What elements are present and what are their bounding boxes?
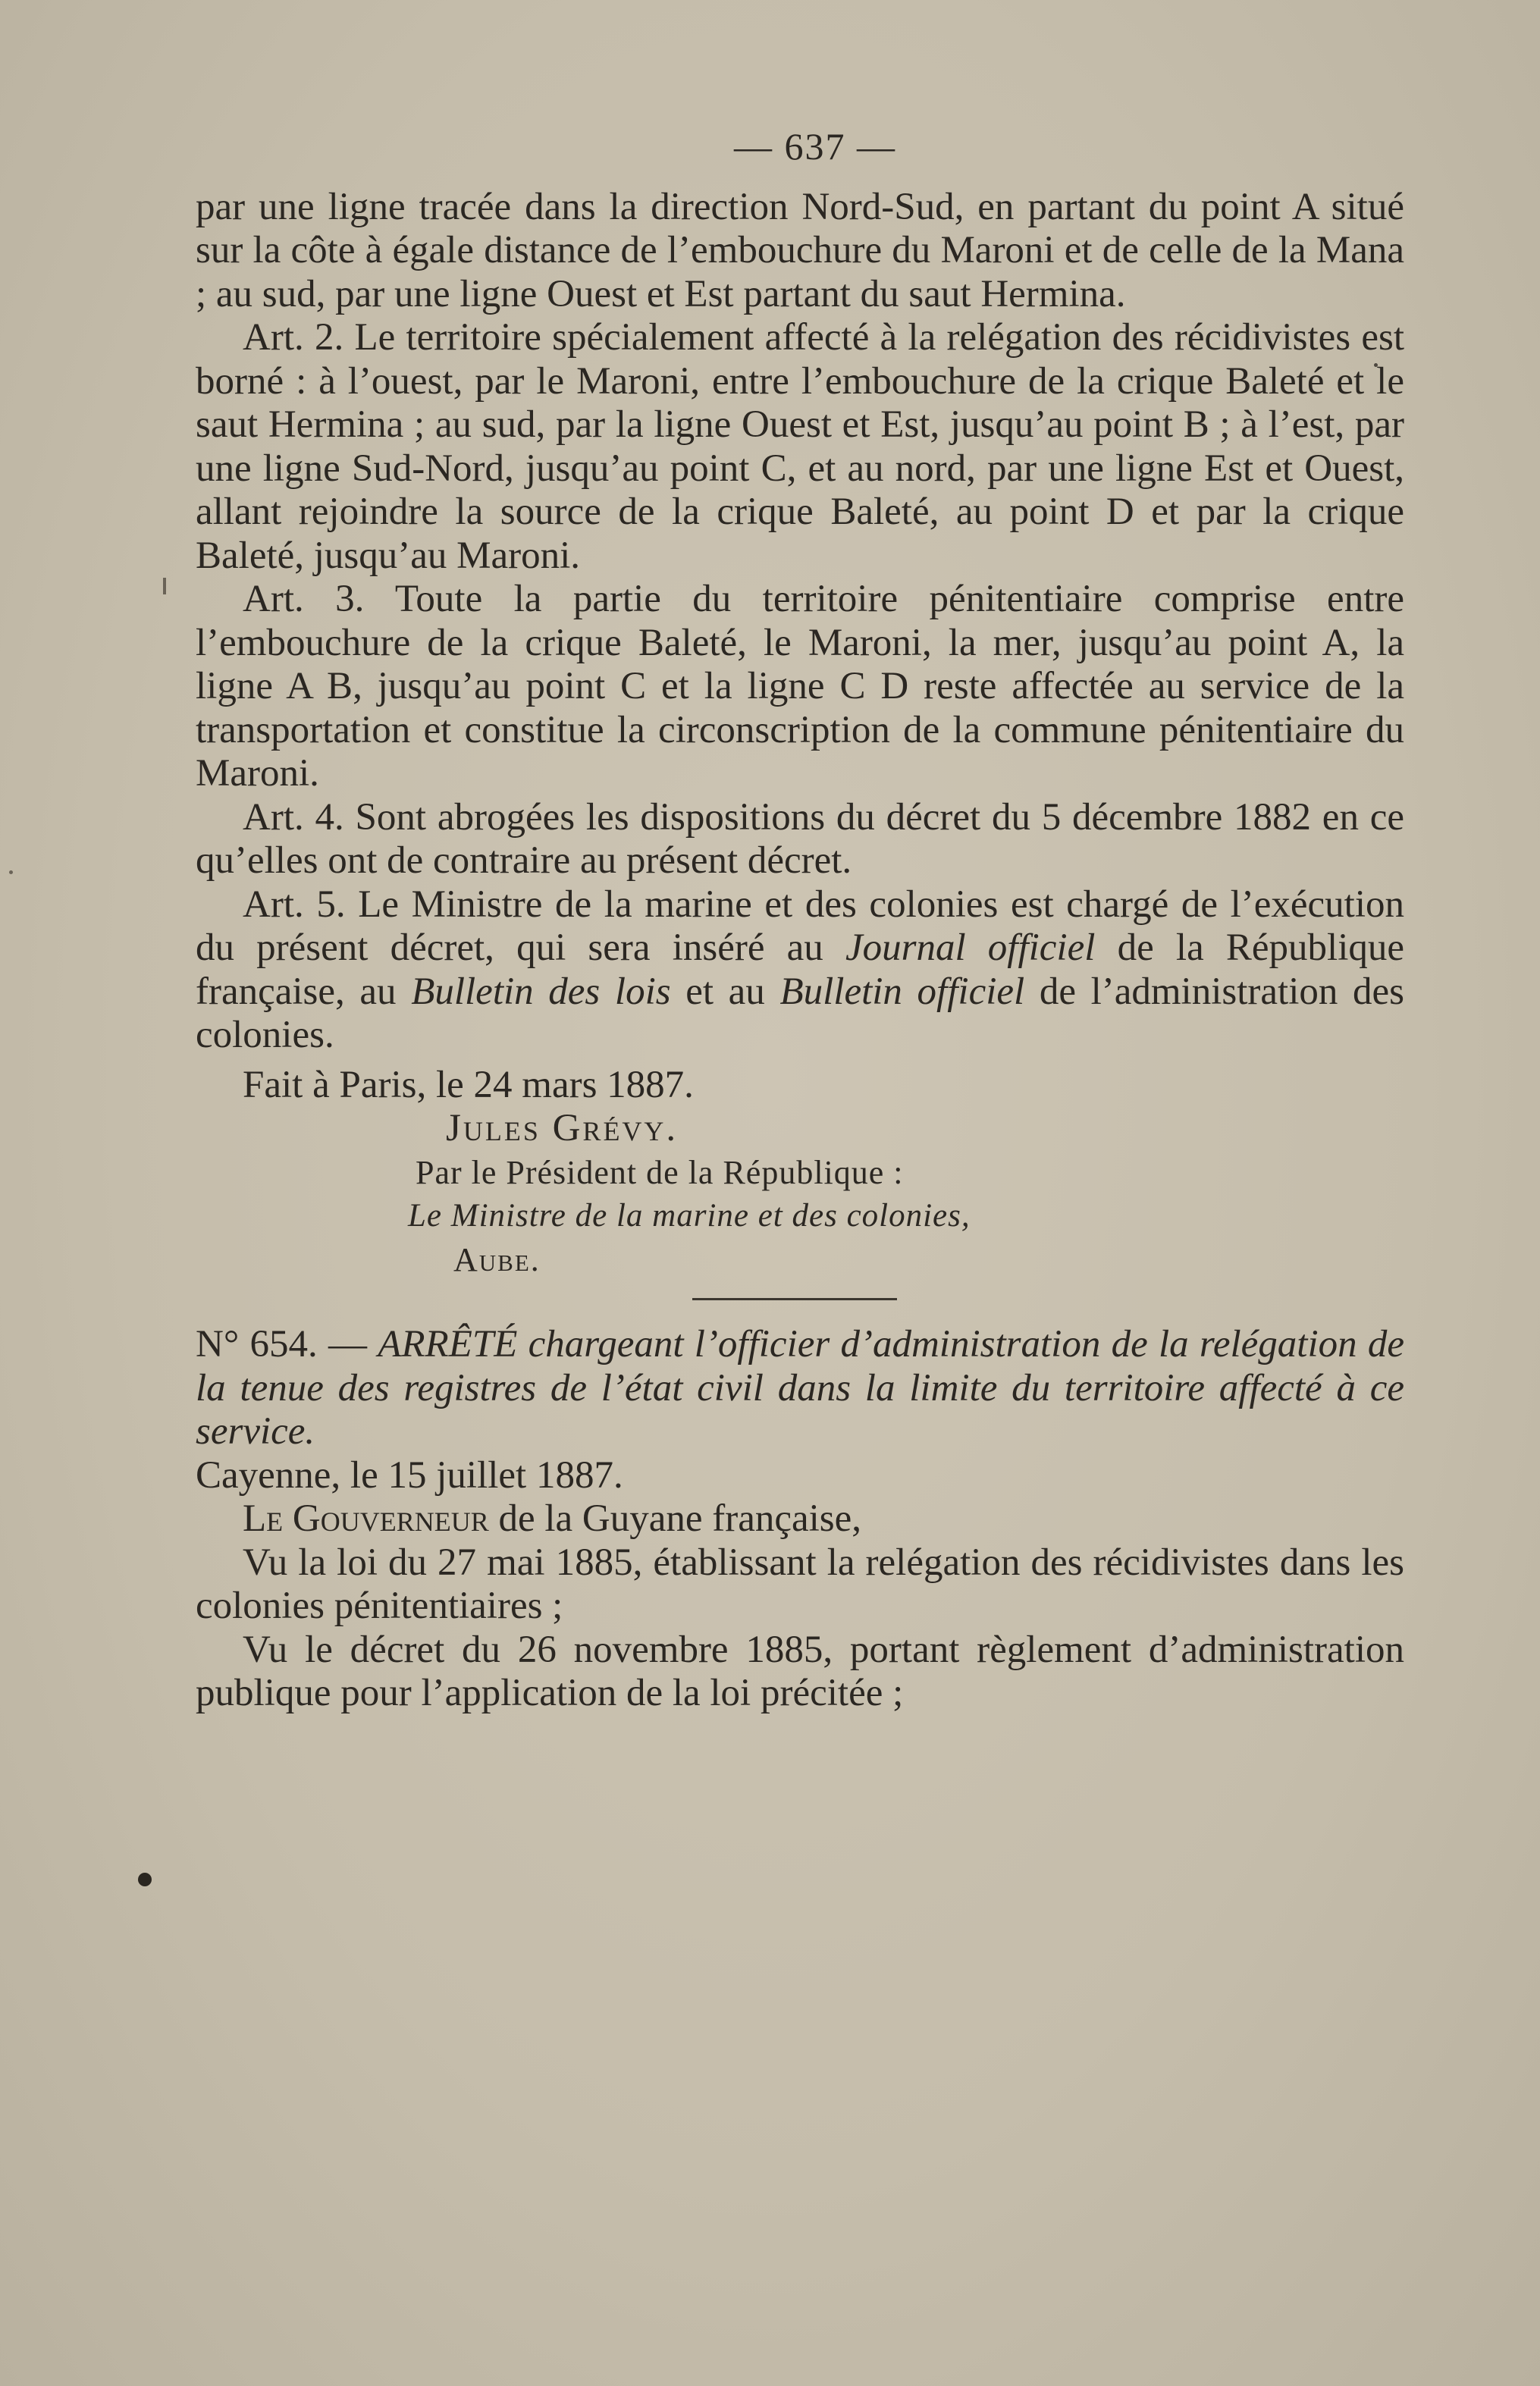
article-5-text-start: Art. 5. Le Ministre de la marine et des colonies est chargé de l’exécution du présent décret, qui sera inséré au <box>196 883 1404 969</box>
arrete-issuer <box>196 1497 1404 1541</box>
minister-title: Le Ministre de la marine et des colonies, <box>408 1198 971 1234</box>
article-4: Art. 4. Sont abrogées les dispositions du décret du 5 décembre 1882 en ce qu’elles ont de contraire au présent décret. <box>196 795 1404 882</box>
arrete-heading <box>196 1323 1404 1454</box>
article-5-text-mid: de la République française, au <box>196 926 1405 1013</box>
journal-officiel-title: Journal officiel <box>845 926 1096 969</box>
arrete-title-text: chargeant l’officier d’administration de la relégation de la tenue des registres de l’état civil dans la limite du territoire affecté à ce service. <box>196 1323 1404 1453</box>
minister-name: Aube. <box>453 1240 541 1278</box>
issuer-title: Le Gouverneur <box>243 1497 489 1540</box>
paragraph-continuation: par une ligne tracée dans la direction Nord-Sud, en partant du point A situé sur la côte à égale distance de l’embouchure du Maroni et de celle de la Mana ; au sud, par une ligne Ouest et Est partant du saut Hermina. <box>196 185 1404 315</box>
arrete-label: ARRÊTÉ <box>378 1323 518 1365</box>
signing-place-date: Fait à Paris, le 24 mars 1887. <box>243 1063 694 1106</box>
article-5 <box>196 883 1404 1058</box>
arrete-place-date: Cayenne, le 15 juillet 1887. <box>196 1453 623 1497</box>
article-2: Art. 2. Le territoire spécialement affecté à la relégation des récidivistes est borné : à l’ouest, par le Maroni, entre l’embouchure de la crique Baleté et le saut Hermina ; au sud, par la ligne Ouest et Est, jusqu’au point B ; à l’est, par une ligne Sud-Nord, jusqu’au point C, et au nord, par une ligne Est et Ouest, allant rejoindre la source de la crique Baleté, au point D et par la crique Baleté, jusqu’au Maroni. <box>196 316 1404 577</box>
bulletin-officiel-title: Bulletin officiel <box>779 970 1025 1013</box>
margin-bullet-mark <box>138 1873 152 1886</box>
issuer-territory: de la Guyane française, <box>488 1497 862 1540</box>
signatory-role: Par le Président de la République : <box>416 1153 904 1191</box>
document-body <box>196 125 1404 1716</box>
considerant-1: Vu la loi du 27 mai 1885, établissant la relégation des récidivistes dans les colonies pénitentiaires ; <box>196 1541 1404 1627</box>
page-number: — 637 — <box>734 125 896 168</box>
bulletin-des-lois-title: Bulletin des lois <box>411 970 671 1013</box>
article-5-text-end: de l’administration des colonies. <box>196 970 1404 1056</box>
margin-mark <box>163 578 166 594</box>
considerant-2: Vu le décret du 26 novembre 1885, portant règlement d’administration publique pour l’application de la loi précitée ; <box>196 1628 1404 1714</box>
section-divider <box>692 1298 897 1300</box>
arrete-number: N° 654. — <box>196 1323 367 1365</box>
signatory-name: Jules Grévy. <box>446 1107 679 1149</box>
article-5-text-mid2: et au <box>670 970 780 1013</box>
margin-speck <box>9 870 13 874</box>
article-3: Art. 3. Toute la partie du territoire pénitentiaire comprise entre l’embouchure de la crique Baleté, le Maroni, la mer, jusqu’au point A, la ligne A B, jusqu’au point C et la ligne C D reste affectée au service de la transportation et constitue la circonscription de la commune pénitentiaire du Maroni. <box>196 578 1404 795</box>
